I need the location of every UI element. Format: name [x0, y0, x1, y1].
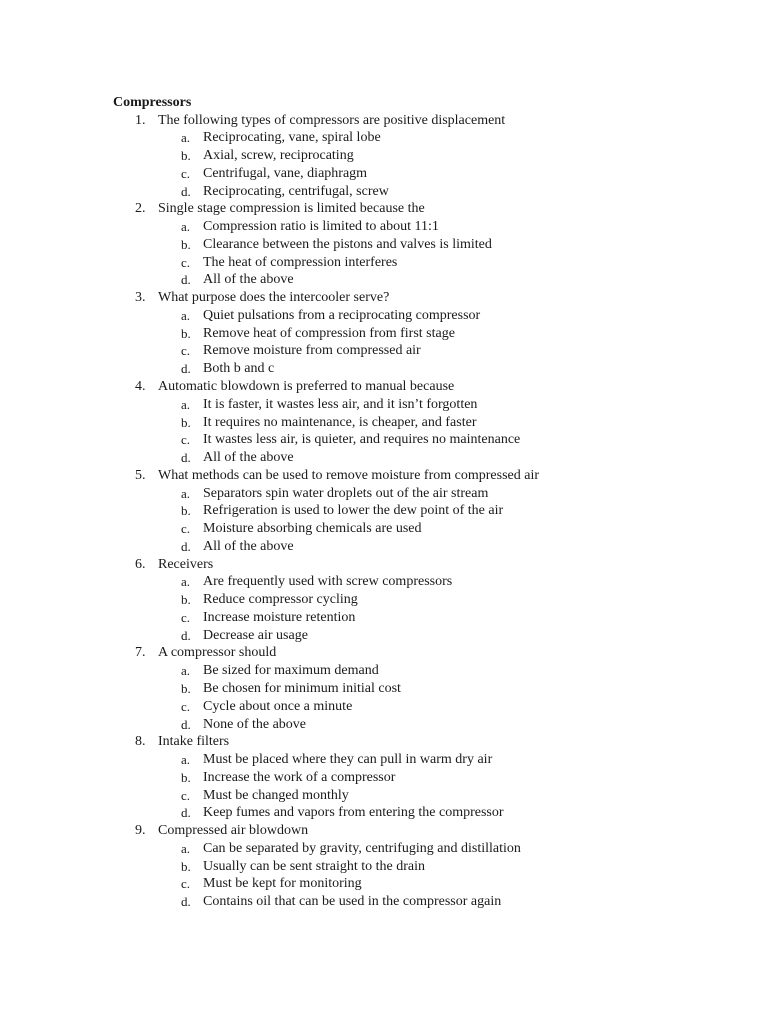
option-letter: d. [181, 538, 191, 554]
option-text: Contains oil that can be used in the compressor again [203, 894, 502, 910]
option-item [0, 787, 768, 805]
option-letter: c. [181, 343, 191, 359]
question-text: What purpose does the intercooler serve? [158, 290, 390, 306]
option-letter: c. [181, 521, 191, 537]
option-letter: c. [181, 787, 191, 803]
question-item [0, 289, 768, 378]
option-text: All of the above [203, 272, 294, 288]
option-letter: a. [181, 307, 191, 323]
option-item [0, 840, 768, 858]
question-line [0, 733, 768, 751]
option-letter: c. [181, 165, 191, 181]
option-text: Usually can be sent straight to the drain [203, 858, 425, 874]
option-letter: c. [181, 876, 191, 892]
option-item [0, 147, 768, 165]
question-item [0, 644, 768, 733]
option-letter: b. [181, 325, 191, 341]
option-letter: b. [181, 769, 191, 785]
option-text: Must be placed where they can pull in warm dry air [203, 752, 493, 768]
option-item [0, 627, 768, 645]
option-text: It is faster, it wastes less air, and it isn’t forgotten [203, 396, 478, 412]
option-item [0, 414, 768, 432]
option-letter: a. [181, 396, 191, 412]
document-title: Compressors [113, 95, 192, 110]
option-list [0, 573, 768, 644]
option-item [0, 431, 768, 449]
question-line [0, 378, 768, 396]
question-number: 4. [135, 378, 146, 394]
question-item [0, 200, 768, 289]
option-list [0, 485, 768, 556]
option-list [0, 396, 768, 467]
option-letter: b. [181, 236, 191, 252]
option-list [0, 662, 768, 733]
option-item [0, 307, 768, 325]
question-text: Compressed air blowdown [158, 823, 309, 839]
option-item [0, 165, 768, 183]
question-number: 1. [135, 112, 146, 128]
question-number: 3. [135, 290, 146, 306]
option-item [0, 325, 768, 343]
option-text: Separators spin water droplets out of the air stream [203, 485, 489, 501]
option-text: Are frequently used with screw compressors [203, 574, 453, 590]
option-text: Be chosen for minimum initial cost [203, 681, 401, 696]
option-list [0, 218, 768, 289]
option-text: The heat of compression interferes [203, 254, 398, 270]
option-item [0, 875, 768, 893]
option-item [0, 893, 768, 911]
option-letter: d. [181, 450, 191, 466]
option-text: Decrease air usage [203, 627, 308, 643]
question-line [0, 289, 768, 307]
option-text: Compression ratio is limited to about 11:1 [203, 219, 439, 235]
option-text: Can be separated by gravity, centrifuging and distillation [203, 840, 521, 856]
option-item [0, 591, 768, 609]
option-letter: a. [181, 840, 191, 856]
option-item [0, 502, 768, 520]
option-item [0, 360, 768, 378]
question-number: 5. [135, 467, 146, 483]
question-item [0, 112, 768, 201]
question-list [0, 112, 768, 911]
option-item [0, 858, 768, 876]
option-text: Remove heat of compression from first stage [203, 325, 455, 341]
option-text: All of the above [203, 538, 294, 554]
option-letter: a. [181, 485, 191, 501]
question-number: 7. [135, 645, 146, 661]
question-text: Intake filters [158, 734, 230, 750]
option-item [0, 485, 768, 503]
option-text: Refrigeration is used to lower the dew point of the air [203, 503, 504, 519]
option-text: Centrifugal, vane, diaphragm [203, 165, 368, 181]
option-text: Increase the work of a compressor [203, 769, 396, 785]
option-text: It wastes less air, is quieter, and requires no maintenance [203, 432, 521, 448]
option-list [0, 840, 768, 911]
option-text: Reciprocating, centrifugal, screw [203, 183, 389, 199]
question-line [0, 200, 768, 218]
option-letter: d. [181, 183, 191, 199]
question-line [0, 644, 768, 662]
option-item [0, 271, 768, 289]
option-item [0, 183, 768, 201]
option-letter: b. [181, 592, 191, 608]
option-text: Remove moisture from compressed air [203, 343, 421, 359]
option-item [0, 538, 768, 556]
option-letter: b. [181, 414, 191, 430]
option-text: Quiet pulsations from a reciprocating compressor [203, 307, 481, 323]
question-text: Receivers [158, 556, 214, 572]
question-number: 6. [135, 556, 146, 572]
question-line [0, 822, 768, 840]
option-list [0, 129, 768, 200]
option-item [0, 449, 768, 467]
option-letter: d. [181, 894, 191, 910]
option-letter: d. [181, 716, 191, 732]
option-text: Axial, screw, reciprocating [203, 148, 354, 164]
option-letter: c. [181, 254, 191, 270]
option-text: Increase moisture retention [203, 609, 356, 625]
option-letter: a. [181, 219, 191, 235]
question-text: What methods can be used to remove moisture from compressed air [158, 467, 539, 483]
question-number: 9. [135, 823, 146, 839]
option-letter: a. [181, 130, 191, 146]
option-item [0, 662, 768, 680]
option-text: Clearance between the pistons and valves is limited [203, 236, 492, 252]
option-text: Cycle about once a minute [203, 698, 353, 714]
option-text: Reciprocating, vane, spiral lobe [203, 130, 381, 146]
option-text: Both b and c [203, 361, 275, 377]
option-text: Moisture absorbing chemicals are used [203, 521, 422, 537]
option-item [0, 396, 768, 414]
option-letter: c. [181, 432, 191, 448]
option-list [0, 751, 768, 822]
option-text: Must be changed monthly [203, 787, 349, 803]
option-letter: c. [181, 698, 191, 714]
option-item [0, 751, 768, 769]
option-text: Be sized for maximum demand [203, 663, 379, 679]
option-text: All of the above [203, 450, 294, 466]
question-text: The following types of compressors are positive displacement [158, 112, 506, 128]
question-item [0, 467, 768, 556]
option-letter: c. [181, 609, 191, 625]
option-letter: b. [181, 858, 191, 874]
option-item [0, 716, 768, 734]
question-line [0, 467, 768, 485]
question-item [0, 733, 768, 822]
option-text: Must be kept for monitoring [203, 876, 362, 892]
option-letter: b. [181, 503, 191, 519]
option-item [0, 804, 768, 822]
question-item [0, 378, 768, 467]
option-letter: b. [181, 148, 191, 164]
option-item [0, 520, 768, 538]
option-letter: a. [181, 752, 191, 768]
option-letter: a. [181, 663, 191, 679]
option-list [0, 307, 768, 378]
option-item [0, 698, 768, 716]
option-text: Reduce compressor cycling [203, 592, 358, 608]
question-number: 8. [135, 734, 146, 750]
option-letter: d. [181, 361, 191, 377]
question-text: Automatic blowdown is preferred to manual because [158, 378, 455, 394]
question-item [0, 822, 768, 911]
option-letter: a. [181, 574, 191, 590]
question-text: Single stage compression is limited because the [158, 201, 425, 217]
option-item [0, 129, 768, 147]
question-item [0, 556, 768, 645]
option-item [0, 573, 768, 591]
option-item [0, 254, 768, 272]
question-text: A compressor should [158, 645, 277, 661]
question-number: 2. [135, 201, 146, 217]
option-letter: b. [181, 681, 191, 696]
question-line [0, 112, 768, 130]
option-item [0, 236, 768, 254]
option-item [0, 218, 768, 236]
option-letter: d. [181, 272, 191, 288]
option-item [0, 769, 768, 787]
question-line [0, 556, 768, 574]
option-item [0, 609, 768, 627]
option-item [0, 342, 768, 360]
option-item [0, 680, 768, 698]
option-text: It requires no maintenance, is cheaper, and faster [203, 414, 477, 430]
option-text: None of the above [203, 716, 307, 732]
option-letter: d. [181, 805, 191, 821]
option-text: Keep fumes and vapors from entering the compressor [203, 805, 504, 821]
option-letter: d. [181, 627, 191, 643]
